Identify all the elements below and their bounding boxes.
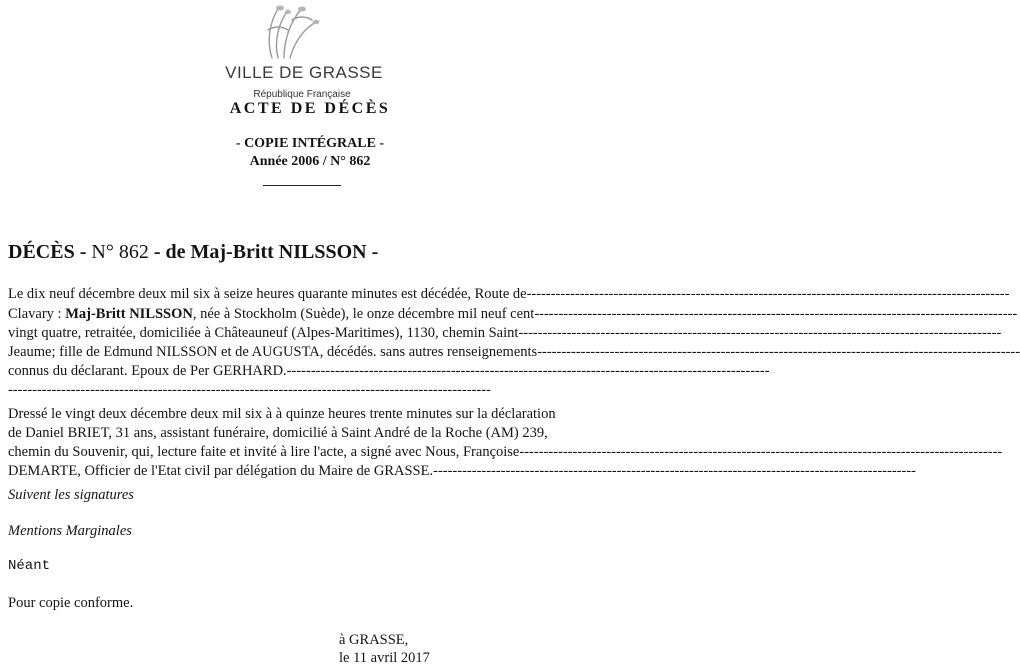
dash-fill: ---------------------------------------------------------------------------------------------------- — [286, 363, 770, 379]
text-segment: Le dix neuf décembre deux mil six à seize heures quarante minutes est décédée, Route de — [8, 286, 527, 302]
year-number-label: Année 2006 / N° 862 — [249, 154, 371, 169]
deces-heading — [8, 241, 378, 264]
heading-separator: - — [366, 241, 379, 263]
heading-separator: - — [74, 241, 92, 263]
deces-number: N° 862 — [91, 241, 149, 263]
date-label: le 11 avril 2017 — [339, 650, 430, 666]
separator-dashes: ---------------------------------------------------------------------------------------------------- — [8, 382, 491, 398]
text-segment: Jeaume; fille de Edmund NILSSON et de AUGUSTA, décédés. sans autres renseignements — [8, 344, 538, 360]
paragraph1-line — [8, 286, 1010, 303]
signatures-label: Suivent les signatures — [8, 487, 134, 503]
text-segment: Dressé le vingt deux décembre deux mil six à à quinze heures trente minutes sur la déclaration — [8, 406, 556, 422]
text-segment: Clavary : Maj-Britt NILSSON, née à Stockholm (Suède), le onze décembre mil neuf cent — [8, 306, 535, 322]
dash-fill: ---------------------------------------------------------------------------------------------------- — [519, 444, 1003, 460]
text-segment: de Daniel BRIET, 31 ans, assistant funéraire, domicilié à Saint André de la Roche (AM) 239, — [8, 425, 548, 441]
republique-label: République Française — [253, 89, 351, 100]
dash-fill: ---------------------------------------------------------------------------------------------------- — [534, 306, 1018, 322]
dash-fill: ---------------------------------------------------------------------------------------------------- — [526, 286, 1010, 302]
paragraph2-line — [8, 425, 592, 442]
dash-fill: ---------------------------------------------------------------------------------------------------- — [518, 325, 1002, 341]
deceased-name-inline: Maj-Britt NILSSON — [65, 306, 193, 322]
deceased-name: de Maj-Britt NILSSON — [165, 241, 367, 263]
paragraph1-line — [8, 344, 1020, 361]
text-segment: DEMARTE, Officier de l'Etat civil par délégation du Maire de GRASSE. — [8, 463, 434, 479]
neant-label: Néant — [8, 558, 51, 574]
city-name: VILLE DE GRASSE — [225, 63, 383, 82]
paragraph2-line — [8, 406, 592, 423]
heading-separator: - — [148, 241, 166, 263]
city-logo — [232, 0, 342, 62]
document-title: ACTE DE DÉCÈS — [229, 100, 391, 117]
text-segment: chemin du Souvenir, qui, lecture faite et invité à lire l'acte, a signé avec Nous, Françoise — [8, 444, 520, 460]
place-label: à GRASSE, — [339, 632, 409, 648]
paragraph2-line — [8, 463, 916, 480]
header-divider — [263, 185, 341, 186]
grasse-emblem-icon — [232, 0, 342, 62]
copie-integrale-label: - COPIE INTÉGRALE - — [235, 136, 385, 151]
paragraph2-line — [8, 444, 1003, 461]
text-segment: vingt quatre, retraitée, domiciliée à Châteauneuf (Alpes-Maritimes), 1130, chemin Saint — [8, 325, 519, 341]
paragraph1-line — [8, 363, 770, 380]
dash-fill: ---------------------------------------------------------------------------------------------------- — [433, 463, 916, 479]
text-segment: connus du déclarant. Epoux de Per GERHARD. — [8, 363, 287, 379]
paragraph1-line — [8, 306, 1018, 323]
conforme-label: Pour copie conforme. — [8, 595, 134, 611]
mentions-label: Mentions Marginales — [8, 523, 132, 539]
deces-word: DÉCÈS — [8, 241, 75, 263]
paragraph1-line — [8, 325, 1002, 342]
dash-fill: ---------------------------------------------------------------------------------------------------- — [537, 344, 1020, 360]
